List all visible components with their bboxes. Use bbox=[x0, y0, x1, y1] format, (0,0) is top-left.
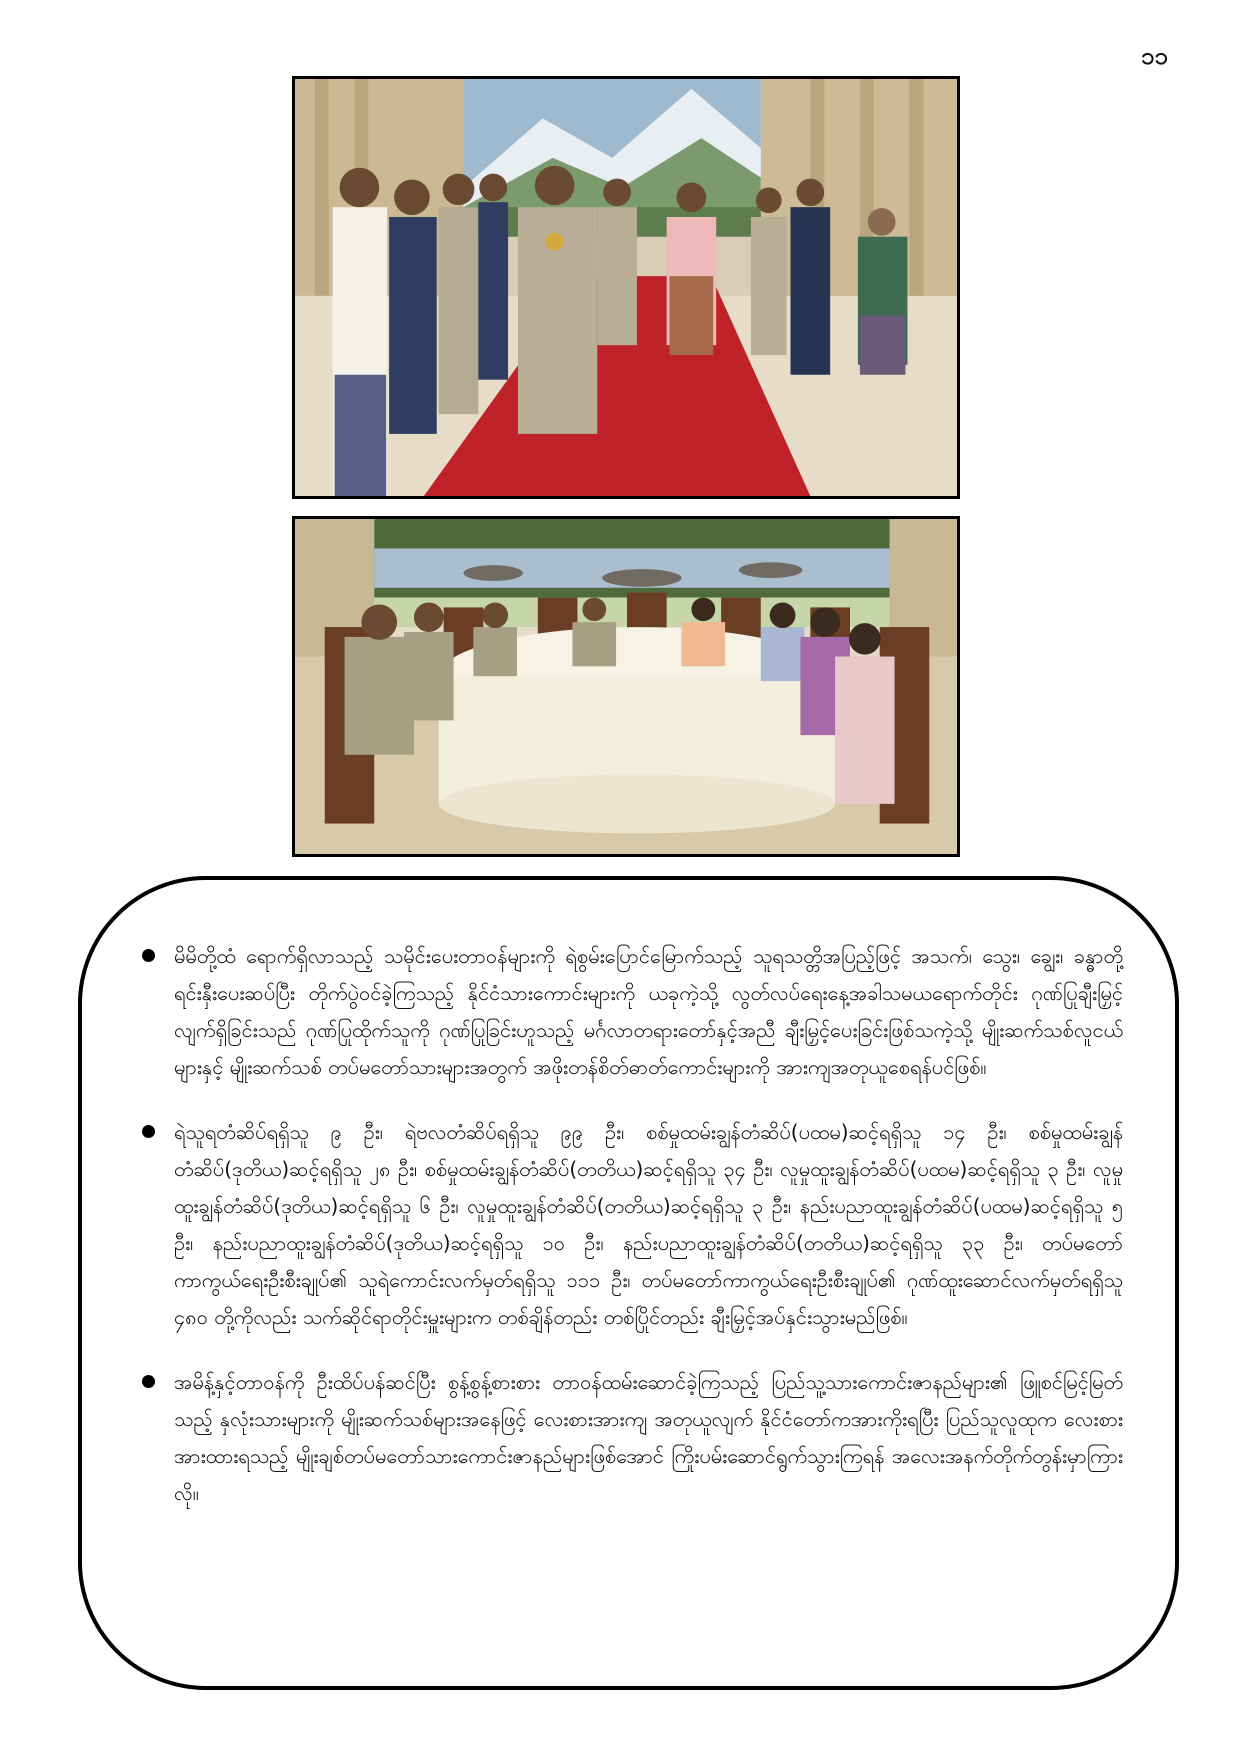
text-box bbox=[78, 876, 1179, 1690]
bullet-text: မိမိတို့ထံ ရောက်ရှိလာသည့် သမိုင်းပေးတာဝန်များကို ရဲစွမ်းပြောင်မြောက်သည့် သူရသတ္တိအပြည့်ဖြင့် အသက်၊ သွေး၊ ချွေး၊ ခန္ဓာတို့ ရင်းနှီးပေးဆပ်ပြီး တိုက်ပွဲဝင်ခဲ့ကြသည့် နိုင်ငံသားကောင်းများကို ယခုကဲ့သို့ လွတ်လပ်ရေးနေ့အခါသမယရောက်တိုင်း ဂုဏ်ပြုချီးမြှင့်လျက်ရှိခြင်းသည် ဂုဏ်ပြုထိုက်သူကို ဂုဏ်ပြုခြင်းဟူသည့် မင်္ဂလာတရားတော်နှင့်အညီ ချီးမြှင့်ပေးခြင်းဖြစ်သကဲ့သို့ မျိုးဆက်သစ်လူငယ်များနှင့် မျိုးဆက်သစ် တပ်မတော်သားများအတွက် အဖိုးတန်စိတ်ဓာတ်ကောင်းများကို အားကျအတုယူစေရန်ပင်ဖြစ်။ bbox=[174, 944, 1123, 1079]
bullet-item bbox=[134, 938, 1123, 1086]
bullet-list bbox=[134, 938, 1123, 1512]
bullet-icon bbox=[142, 949, 155, 962]
bullet-text: ရဲသူရတံဆိပ်ရရှိသူ ၉ ဦး၊ ရဲဗလတံဆိပ်ရရှိသူ ၉၉ ဦး၊ စစ်မှုထမ်းချွန်တံဆိပ်(ပထမ)ဆင့်ရရှိသူ ၁၄ ဦး၊ စစ်မှုထမ်းချွန်တံဆိပ်(ဒုတိယ)ဆင့်ရရှိသူ ၂၈ ဦး၊ စစ်မှုထမ်းချွန်တံဆိပ်(တတိယ)ဆင့်ရရှိသူ ၃၄ ဦး၊ လူမှုထူးချွန်တံဆိပ်(ပထမ)ဆင့်ရရှိသူ ၃ ဦး၊ လူမှုထူးချွန်တံဆိပ်(ဒုတိယ)ဆင့်ရရှိသူ ၆ ဦး၊ လူမှုထူးချွန်တံဆိပ်(တတိယ)ဆင့်ရရှိသူ ၃ ဦး၊ နည်းပညာထူးချွန်တံဆိပ်(ပထမ)ဆင့်ရရှိသူ ၅ ဦး၊ နည်းပညာထူးချွန်တံဆိပ်(ဒုတိယ)ဆင့်ရရှိသူ ၁၀ ဦး၊ နည်းပညာထူးချွန်တံဆိပ်(တတိယ)ဆင့်ရရှိသူ ၃၃ ဦး၊ တပ်မတော်ကာကွယ်ရေးဦးစီးချုပ်၏ သူရဲကောင်းလက်မှတ်ရရှိသူ ၁၁၁ ဦး၊ တပ်မတော်ကာကွယ်ရေးဦးစီးချုပ်၏ ဂုဏ်ထူးဆောင်လက်မှတ်ရရှိသူ ၄၈၀ တို့ကိုလည်း သက်ဆိုင်ရာတိုင်းမှူးများက တစ်ချိန်တည်း တစ်ပြိုင်တည်း ချီးမြှင့်အပ်နှင်းသွားမည်ဖြစ်။ bbox=[174, 1120, 1123, 1329]
reception-photo-image bbox=[295, 79, 957, 496]
bullet-icon bbox=[142, 1375, 155, 1388]
bullet-item bbox=[134, 1114, 1123, 1336]
reception-photo bbox=[292, 76, 960, 499]
bullet-icon bbox=[142, 1125, 155, 1138]
page-number: ၁၁ bbox=[1141, 41, 1168, 70]
dinner-photo-image bbox=[295, 519, 957, 854]
bullet-text: အမိန့်နှင့်တာဝန်ကို ဦးထိပ်ပန်ဆင်ပြီး စွန့်စွန့်စားစား တာဝန်ထမ်းဆောင်ခဲ့ကြသည့် ပြည်သူ့သားကောင်းဇာနည်များ၏ ဖြူစင်မြင့်မြတ်သည့် နှလုံးသားများကို မျိုးဆက်သစ်များအနေဖြင့် လေးစားအားကျ အတုယူလျက် နိုင်ငံတော်ကအားကိုးရပြီး ပြည်သူလူထုက လေးစားအားထားရသည့် မျိုးချစ်တပ်မတော်သားကောင်းဇာနည်များဖြစ်အောင် ကြိုးပမ်းဆောင်ရွက်သွားကြရန် အလေးအနက်တိုက်တွန်းမှာကြားလို။ bbox=[174, 1370, 1123, 1505]
bullet-item bbox=[134, 1364, 1123, 1512]
dinner-photo bbox=[292, 516, 960, 857]
